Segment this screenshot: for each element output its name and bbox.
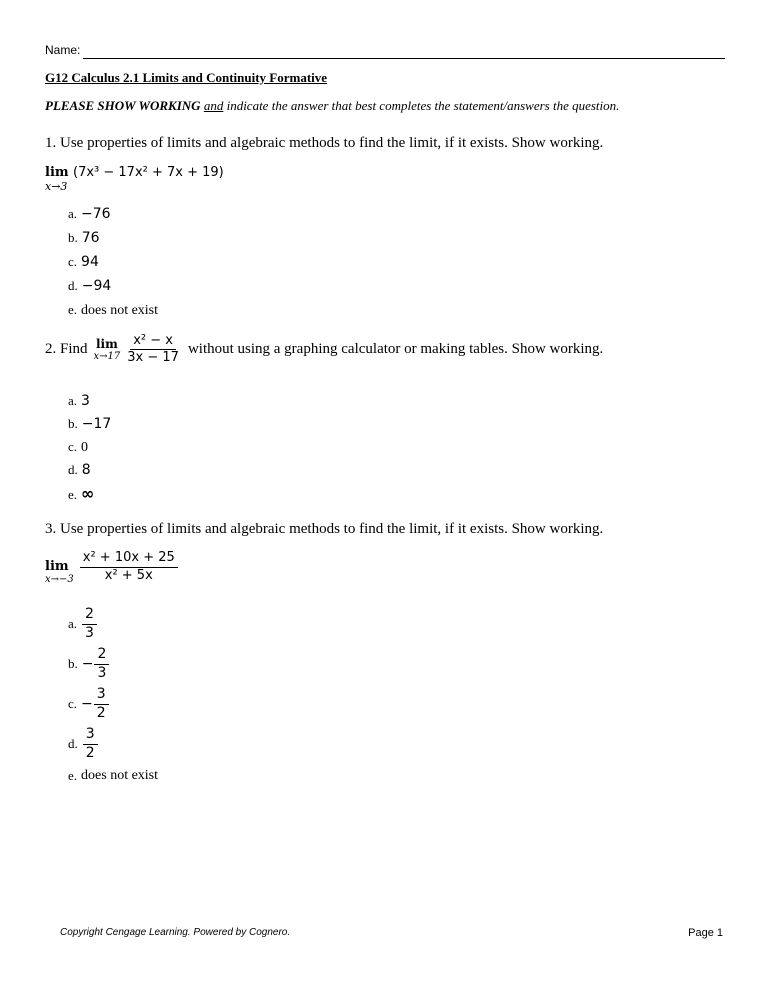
q2-prefix: 2. Find — [45, 341, 88, 358]
instructions-bold: PLEASE SHOW WORKING — [45, 98, 201, 113]
q3-text: 3. Use properties of limits and algebraic methods to find the limit, if it exists. Show working. — [45, 521, 604, 537]
q3-limit-expression — [45, 549, 178, 585]
q3-lim: lim x→−3 — [45, 559, 74, 585]
q1-options — [68, 205, 158, 325]
instructions-and: and — [203, 98, 224, 113]
q1-option-b[interactable]: b. 76 — [68, 230, 100, 246]
q2-suffix: without using a graphing calculator or making tables. Show working. — [187, 341, 604, 358]
q3-option-a[interactable]: a. $\frac{2}{3}$ — [68, 604, 158, 644]
instructions — [45, 98, 619, 114]
q1-option-e[interactable]: e. does not exist — [68, 302, 159, 318]
q1-option-d[interactable]: d. −94 — [68, 278, 112, 294]
q1-option-c[interactable]: c. 94 — [68, 254, 99, 270]
q1-option-a[interactable]: a. −76 — [68, 206, 111, 222]
q2-lim: lim x→17 — [93, 337, 121, 363]
page-title: G12 Calculus 2.1 Limits and Continuity Formative — [45, 70, 328, 85]
name-field — [45, 43, 725, 61]
footer-copyright: Copyright Cengage Learning. Powered by Cognero. — [60, 927, 291, 938]
q2-option-e[interactable]: e. ∞ — [68, 484, 95, 503]
name-label: Name: — [45, 43, 81, 57]
q3-option-c[interactable]: c. − $\frac{3}{2}$ — [68, 684, 158, 724]
q2-text — [45, 334, 603, 366]
q1-subscript: x→3 — [45, 180, 68, 193]
q2-option-d[interactable]: d. 8 — [68, 462, 91, 478]
q3-option-e[interactable]: e. does not exist — [68, 768, 159, 783]
q2-option-c[interactable]: c. 0 — [68, 439, 89, 455]
q2-option-a[interactable]: a. 3 — [68, 393, 90, 409]
name-line — [83, 58, 725, 59]
instructions-rest: indicate the answer that best completes the statement/answers the question. — [223, 98, 620, 113]
q3-option-b[interactable]: b. − $\frac{2}{3}$ — [68, 644, 158, 684]
q3-options — [68, 604, 158, 788]
q1-expr: (7x³ − 17x² + 7x + 19) — [73, 165, 224, 180]
q3-fraction: $\frac{\text{x² + 10x + 25}}{\text{x² + 5x}}$ — [80, 551, 178, 583]
q3-option-d[interactable]: d. $\frac{3}{2}$ — [68, 724, 158, 764]
q1-text: 1. Use properties of limits and algebraic methods to find the limit, if it exists. Show working. — [45, 135, 604, 151]
q2-option-b[interactable]: b. −17 — [68, 416, 112, 432]
q1-lim: lim — [45, 165, 69, 180]
footer-page-number: Page 1 — [688, 927, 723, 939]
q2-fraction: $\frac{\text{x² − x}}{3x - 17}$ — [127, 333, 179, 366]
q2-options — [68, 392, 111, 507]
